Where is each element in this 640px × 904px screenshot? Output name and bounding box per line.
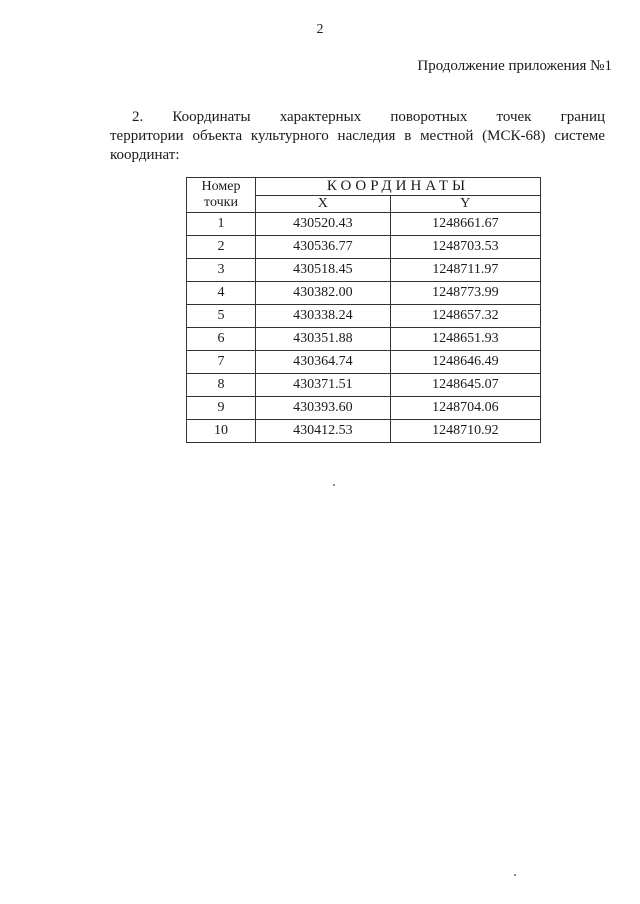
point-number-header-line-2: точки <box>204 195 238 210</box>
x-value-cell: 430520.43 <box>256 213 391 236</box>
x-value-cell: 430412.53 <box>256 420 391 443</box>
point-number-header-line-1: Номер <box>201 179 241 194</box>
point-number-cell: 1 <box>187 213 256 236</box>
scan-speck <box>333 484 335 486</box>
y-value-cell: 1248711.97 <box>390 259 540 282</box>
y-value-cell: 1248710.92 <box>390 420 540 443</box>
table-row <box>187 328 541 351</box>
x-value-cell: 430536.77 <box>256 236 391 259</box>
point-number-header <box>187 178 256 213</box>
table-row <box>187 374 541 397</box>
scan-speck <box>514 874 516 876</box>
paragraph-line-3: координат: <box>110 147 180 163</box>
point-number-cell: 2 <box>187 236 256 259</box>
y-value-cell: 1248661.67 <box>390 213 540 236</box>
table-row <box>187 213 541 236</box>
table-row <box>187 351 541 374</box>
table-row <box>187 282 541 305</box>
table-row <box>187 305 541 328</box>
point-number-cell: 5 <box>187 305 256 328</box>
coordinates-table <box>186 177 541 443</box>
paragraph-line-2: территории объекта культурного наследия в местной (МСК-68) системе <box>110 128 605 144</box>
y-value-cell: 1248657.32 <box>390 305 540 328</box>
coordinates-paragraph <box>110 108 605 165</box>
y-value-cell: 1248703.53 <box>390 236 540 259</box>
x-value-cell: 430364.74 <box>256 351 391 374</box>
point-number-cell: 9 <box>187 397 256 420</box>
y-value-cell: 1248651.93 <box>390 328 540 351</box>
appendix-note: Продолжение приложения №1 <box>417 58 612 74</box>
table-row <box>187 259 541 282</box>
table-row <box>187 236 541 259</box>
y-value-cell: 1248645.07 <box>390 374 540 397</box>
x-value-cell: 430338.24 <box>256 305 391 328</box>
y-value-cell: 1248646.49 <box>390 351 540 374</box>
y-value-cell: 1248773.99 <box>390 282 540 305</box>
x-column-header: X <box>256 195 391 213</box>
point-number-cell: 8 <box>187 374 256 397</box>
y-column-header: Y <box>390 195 540 213</box>
table-row <box>187 420 541 443</box>
page-number: 2 <box>316 22 324 37</box>
point-number-cell: 6 <box>187 328 256 351</box>
x-value-cell: 430351.88 <box>256 328 391 351</box>
point-number-cell: 7 <box>187 351 256 374</box>
point-number-cell: 10 <box>187 420 256 443</box>
x-value-cell: 430371.51 <box>256 374 391 397</box>
y-value-cell: 1248704.06 <box>390 397 540 420</box>
x-value-cell: 430393.60 <box>256 397 391 420</box>
x-value-cell: 430382.00 <box>256 282 391 305</box>
paragraph-line-1: 2. Координаты характерных поворотных точек границ <box>132 109 605 125</box>
point-number-cell: 4 <box>187 282 256 305</box>
x-value-cell: 430518.45 <box>256 259 391 282</box>
coordinates-group-header: КООРДИНАТЫ <box>256 178 541 196</box>
table-row <box>187 397 541 420</box>
point-number-cell: 3 <box>187 259 256 282</box>
